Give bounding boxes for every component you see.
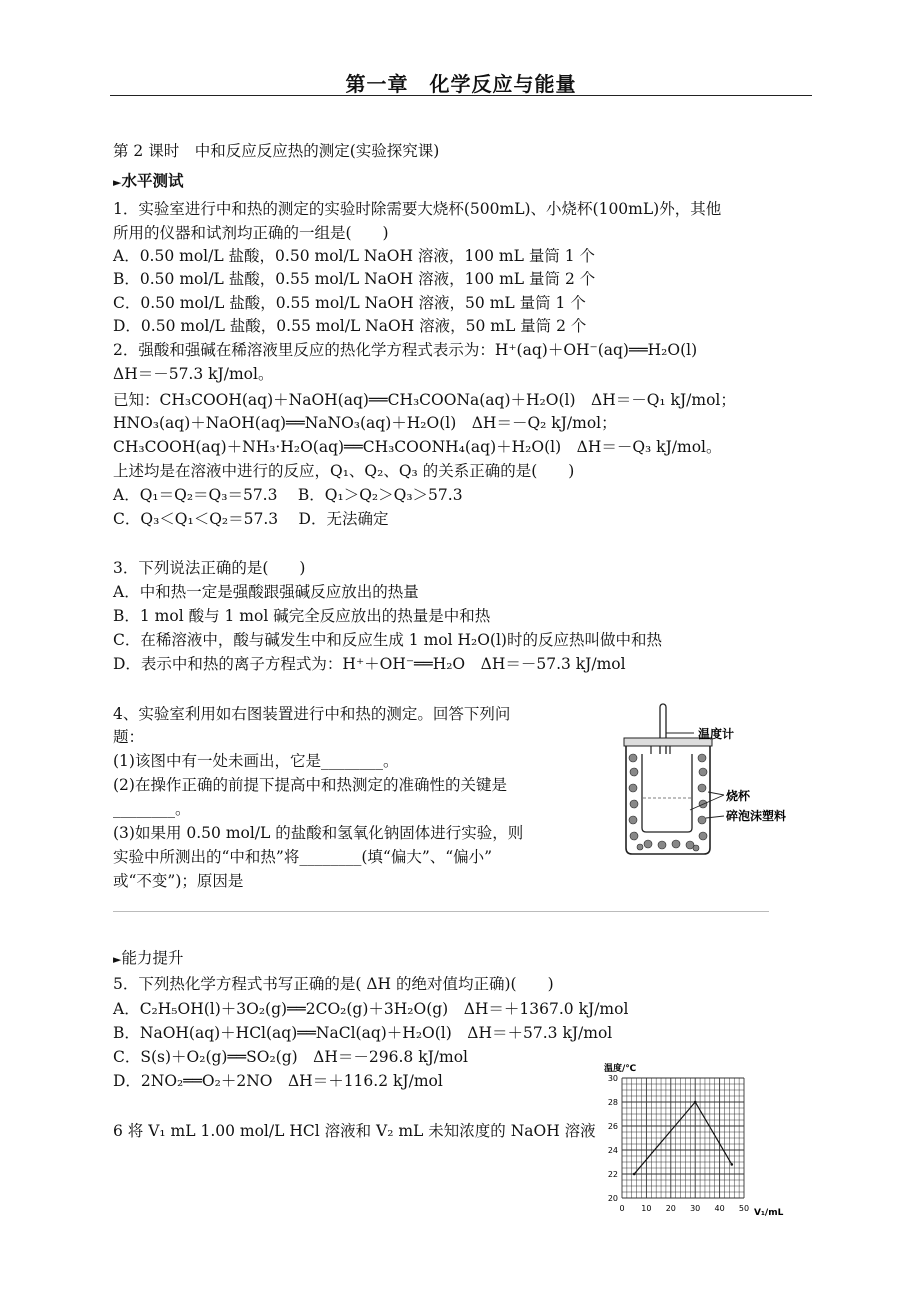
- q2-stem-line1: 2．强酸和强碱在稀溶液里反应的热化学方程式表示为：H⁺(aq)＋OH⁻(aq)══H₂O(l): [113, 341, 698, 359]
- y-tick-label: 26: [607, 1122, 618, 1131]
- q3-stem: 3．下列说法正确的是( ): [113, 559, 306, 577]
- calorimeter-figure: [620, 700, 840, 860]
- q4-part3-line2: 实验中所测出的“中和热”将________(填“偏大”、“偏小”: [113, 848, 493, 866]
- x-tick-label: 30: [690, 1204, 701, 1213]
- q2-known-eq1: 已知：CH₃COOH(aq)＋NaOH(aq)══CH₃COONa(aq)＋H₂O(l) ΔH＝－Q₁ kJ/mol；: [113, 391, 736, 409]
- q4-part3-line3: 或“不变”)；原因是: [113, 872, 244, 890]
- q2-options-cd: C．Q₃＜Q₁＜Q₂＝57.3 D．无法确定: [113, 510, 389, 528]
- label-beaker: 烧杯: [726, 789, 751, 803]
- q2-known-eq2: HNO₃(aq)＋NaOH(aq)══NaNO₃(aq)＋H₂O(l) ΔH＝－Q₂ kJ/mol；: [113, 414, 617, 432]
- chart-ylabel: 温度/℃: [604, 1064, 637, 1074]
- y-tick-label: 20: [607, 1194, 618, 1203]
- triangle-bullet-icon: ►: [113, 953, 122, 966]
- q1-stem-line1: 1．实验室进行中和热的测定的实验时除需要大烧杯(500mL)、小烧杯(100mL)外，其他: [113, 200, 722, 218]
- q4-part1: (1)该图中有一处未画出，它是________。: [113, 752, 399, 770]
- x-tick-label: 20: [665, 1204, 676, 1213]
- section-heading-advanced: ►能力提升: [113, 949, 184, 967]
- q1-option-a: A．0.50 mol/L 盐酸，0.50 mol/L NaOH 溶液，100 mL 量筒 1 个: [113, 247, 596, 265]
- q2-known-eq3: CH₃COOH(aq)＋NH₃·H₂O(aq)══CH₃COONH₄(aq)＋H₂O(l) ΔH＝－Q₃ kJ/mol。: [113, 438, 722, 456]
- q3-option-a: A．中和热一定是强酸跟强碱反应放出的热量: [113, 583, 419, 601]
- q5-stem: 5．下列热化学方程式书写正确的是( ΔH 的绝对值均正确)( ): [113, 975, 554, 993]
- q4-stem-line1: 4、实验室利用如右图装置进行中和热的测定。回答下列问: [113, 705, 511, 723]
- chart-xticks: [619, 1204, 749, 1213]
- q5-option-b: B．NaOH(aq)＋HCl(aq)══NaCl(aq)＋H₂O(l) ΔH＝＋57.3 kJ/mol: [113, 1024, 613, 1042]
- y-tick-label: 28: [607, 1098, 618, 1107]
- q1-option-c: C．0.50 mol/L 盐酸，0.55 mol/L NaOH 溶液，50 mL 量筒 1 个: [113, 294, 586, 312]
- x-tick-label: 50: [738, 1204, 750, 1213]
- chart-point: [731, 1163, 734, 1166]
- inner-beaker: [642, 754, 692, 832]
- chart-point: [633, 1173, 636, 1176]
- answer-rule: [113, 911, 769, 912]
- chart-point: [694, 1101, 697, 1104]
- q4-part3-line1: (3)如果用 0.50 mol/L 的盐酸和氢氧化钠固体进行实验，则: [113, 824, 524, 842]
- y-tick-label: 30: [607, 1074, 618, 1083]
- x-tick-label: 10: [641, 1204, 652, 1213]
- x-tick-label: 0: [619, 1204, 625, 1213]
- chart-grid: [622, 1078, 744, 1198]
- chapter-title: 第一章 化学反应与能量: [345, 72, 577, 96]
- q3-option-b: B．1 mol 酸与 1 mol 碱完全反应放出的热量是中和热: [113, 607, 491, 625]
- y-tick-label: 24: [607, 1146, 618, 1155]
- label-thermometer: 温度计: [698, 727, 735, 741]
- q1-option-b: B．0.50 mol/L 盐酸，0.55 mol/L NaOH 溶液，100 mL 量筒 2 个: [113, 270, 596, 288]
- label-foam: 碎泡沫塑料: [726, 809, 787, 823]
- chart-yticks: [608, 1074, 618, 1203]
- q4-part2-line1: (2)在操作正确的前提下提高中和热测定的准确性的关键是: [113, 776, 507, 794]
- q6-stem: 6 将 V₁ mL 1.00 mol/L HCl 溶液和 V₂ mL 未知浓度的 NaOH 溶液: [113, 1122, 596, 1140]
- triangle-bullet-icon: ►: [113, 176, 122, 189]
- q2-question: 上述均是在溶液中进行的反应，Q₁、Q₂、Q₃ 的关系正确的是( ): [113, 462, 575, 480]
- section-heading-basic: ►水平测试: [113, 172, 184, 190]
- x-tick-label: 40: [714, 1204, 725, 1213]
- header-rule: [110, 95, 812, 96]
- q2-options-ab: A．Q₁＝Q₂＝Q₃＝57.3 B．Q₁＞Q₂＞Q₃＞57.3: [113, 486, 463, 504]
- q3-option-d: D．表示中和热的离子方程式为：H⁺＋OH⁻══H₂O ΔH＝－57.3 kJ/mol: [113, 655, 626, 673]
- temperature-chart: [594, 1060, 794, 1220]
- q5-option-c: C．S(s)＋O₂(g)══SO₂(g) ΔH＝－296.8 kJ/mol: [113, 1048, 469, 1066]
- q5-option-d: D．2NO₂══O₂＋2NO ΔH＝＋116.2 kJ/mol: [113, 1072, 443, 1090]
- q4-stem-line2: 题：: [113, 728, 145, 746]
- q4-part2-line2: ________。: [113, 800, 191, 818]
- q1-stem-line2: 所用的仪器和试剂均正确的一组是( ): [113, 224, 389, 242]
- lesson-title: 第 2 课时 中和反应反应热的测定(实验探究课): [113, 142, 440, 160]
- q1-option-d: D．0.50 mol/L 盐酸，0.55 mol/L NaOH 溶液，50 mL 量筒 2 个: [113, 317, 587, 335]
- chart-xlabel: V₁/mL: [754, 1208, 784, 1218]
- q2-stem-line2: ΔH＝－57.3 kJ/mol。: [113, 365, 274, 383]
- q3-option-c: C．在稀溶液中，酸与碱发生中和反应生成 1 mol H₂O(l)时的反应热叫做中和热: [113, 631, 662, 649]
- q5-option-a: A．C₂H₅OH(l)＋3O₂(g)══2CO₂(g)＋3H₂O(g) ΔH＝＋1367.0 kJ/mol: [113, 1000, 629, 1018]
- y-tick-label: 22: [607, 1170, 618, 1179]
